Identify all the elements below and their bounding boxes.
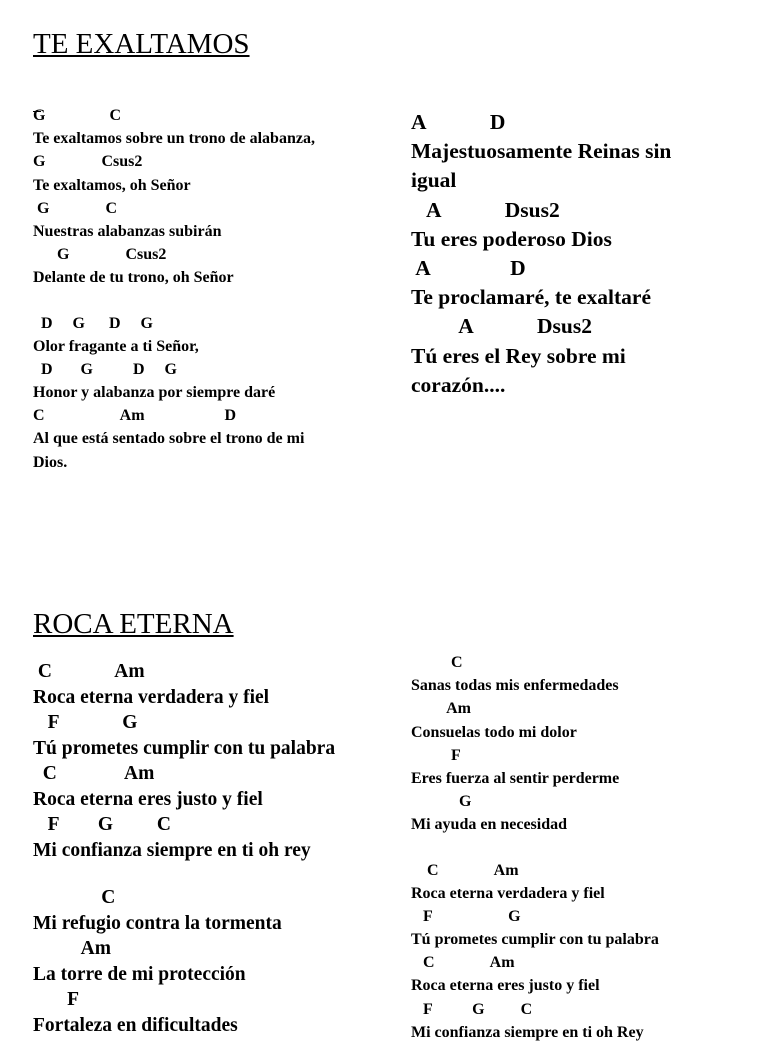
chord-line: G C [33,199,117,217]
chord-line: Am [33,938,111,959]
lyric-line: Roca eterna verdadera y fiel [411,884,605,902]
stanza-gap [33,863,393,885]
chord-line: C Am [411,954,515,972]
lyric-line: corazón.... [411,372,506,397]
lyric-line: Sanas todas mis enfermedades [411,677,619,695]
chord-line: F [411,746,461,764]
lyric-line: Nuestras alabanzas subirán [33,222,222,240]
stanza-gap [411,837,741,859]
chord-line: F [33,989,80,1010]
lyric-line: La torre de mi protección [33,963,246,985]
lyric-line: Roca eterna eres justo y fiel [33,788,263,810]
lyric-line: Olor fragante a ti Señor, [33,337,199,355]
chord-line: F G [411,907,521,925]
lyric-line: Tú eres el Rey sobre mi [411,343,626,368]
lyric-line: Tu eres poderoso Dios [411,226,612,251]
roca-eterna-left-column [33,659,393,1038]
chord-line: G Csus2 [33,153,143,171]
chord-line: Am [411,700,471,718]
chord-line: G [411,793,472,811]
lyric-line: Mi confianza siempre en ti oh Rey [411,1023,644,1041]
lyric-line: Consuelas todo mi dolor [411,723,577,741]
te-exaltamos-right-column [411,108,741,400]
chord-line: A D [411,255,526,280]
te-exaltamos-left-column [33,104,393,474]
lyric-line: Al que está sentado sobre el trono de mi [33,430,305,448]
chord-line: G C [33,107,121,124]
chord-line: C Am [33,661,145,682]
lyric-line: Mi ayuda en necesidad [411,816,568,834]
chord-line: C Am D [33,407,237,425]
lyric-line: Te exaltamos, oh Señor [33,176,191,194]
stanza-gap [33,290,393,312]
chord-line: A Dsus2 [411,197,560,222]
chord-line: C [411,654,463,671]
chord-line: D G D G [33,314,153,332]
chord-line: F G C [33,814,171,835]
chord-line: D G D G [33,360,177,378]
chord-line: C [33,887,116,908]
lyric-line: Te proclamaré, te exaltaré [411,285,651,310]
song-title-te-exaltamos: TE EXALTAMOS [33,28,250,60]
lyric-line: Eres fuerza al sentir perderme [411,769,620,787]
chord-line: F G [33,712,138,733]
lyric-line: Roca eterna eres justo y fiel [411,977,600,995]
lyric-line: igual [411,168,457,193]
lyric-line: Mi confianza siempre en ti oh rey [33,839,311,861]
lyric-line: Majestuosamente Reinas sin [411,139,672,164]
song-title-roca-eterna: ROCA ETERNA [33,608,234,640]
lyric-line: Tú prometes cumplir con tu palabra [33,737,336,759]
roca-eterna-right-column [411,651,741,1044]
chord-line: A D [411,110,506,134]
lyric-line: Tú prometes cumplir con tu palabra [411,931,659,949]
lyric-line: Delante de tu trono, oh Señor [33,269,234,287]
chord-line: F G C [411,1000,533,1018]
chord-line: C Am [411,861,519,879]
chord-line: A Dsus2 [411,314,592,339]
chord-line: C Am [33,763,155,784]
lyric-line: Te exaltamos sobre un trono de alabanza, [33,130,315,148]
lyric-line: Roca eterna verdadera y fiel [33,686,270,708]
lyric-line: Mi refugio contra la tormenta [33,912,282,934]
chord-line: G Csus2 [33,246,167,264]
lyric-line: Fortaleza en dificultades [33,1014,238,1036]
lyric-line: Dios. [33,453,68,471]
lyric-line: Honor y alabanza por siempre daré [33,384,276,402]
